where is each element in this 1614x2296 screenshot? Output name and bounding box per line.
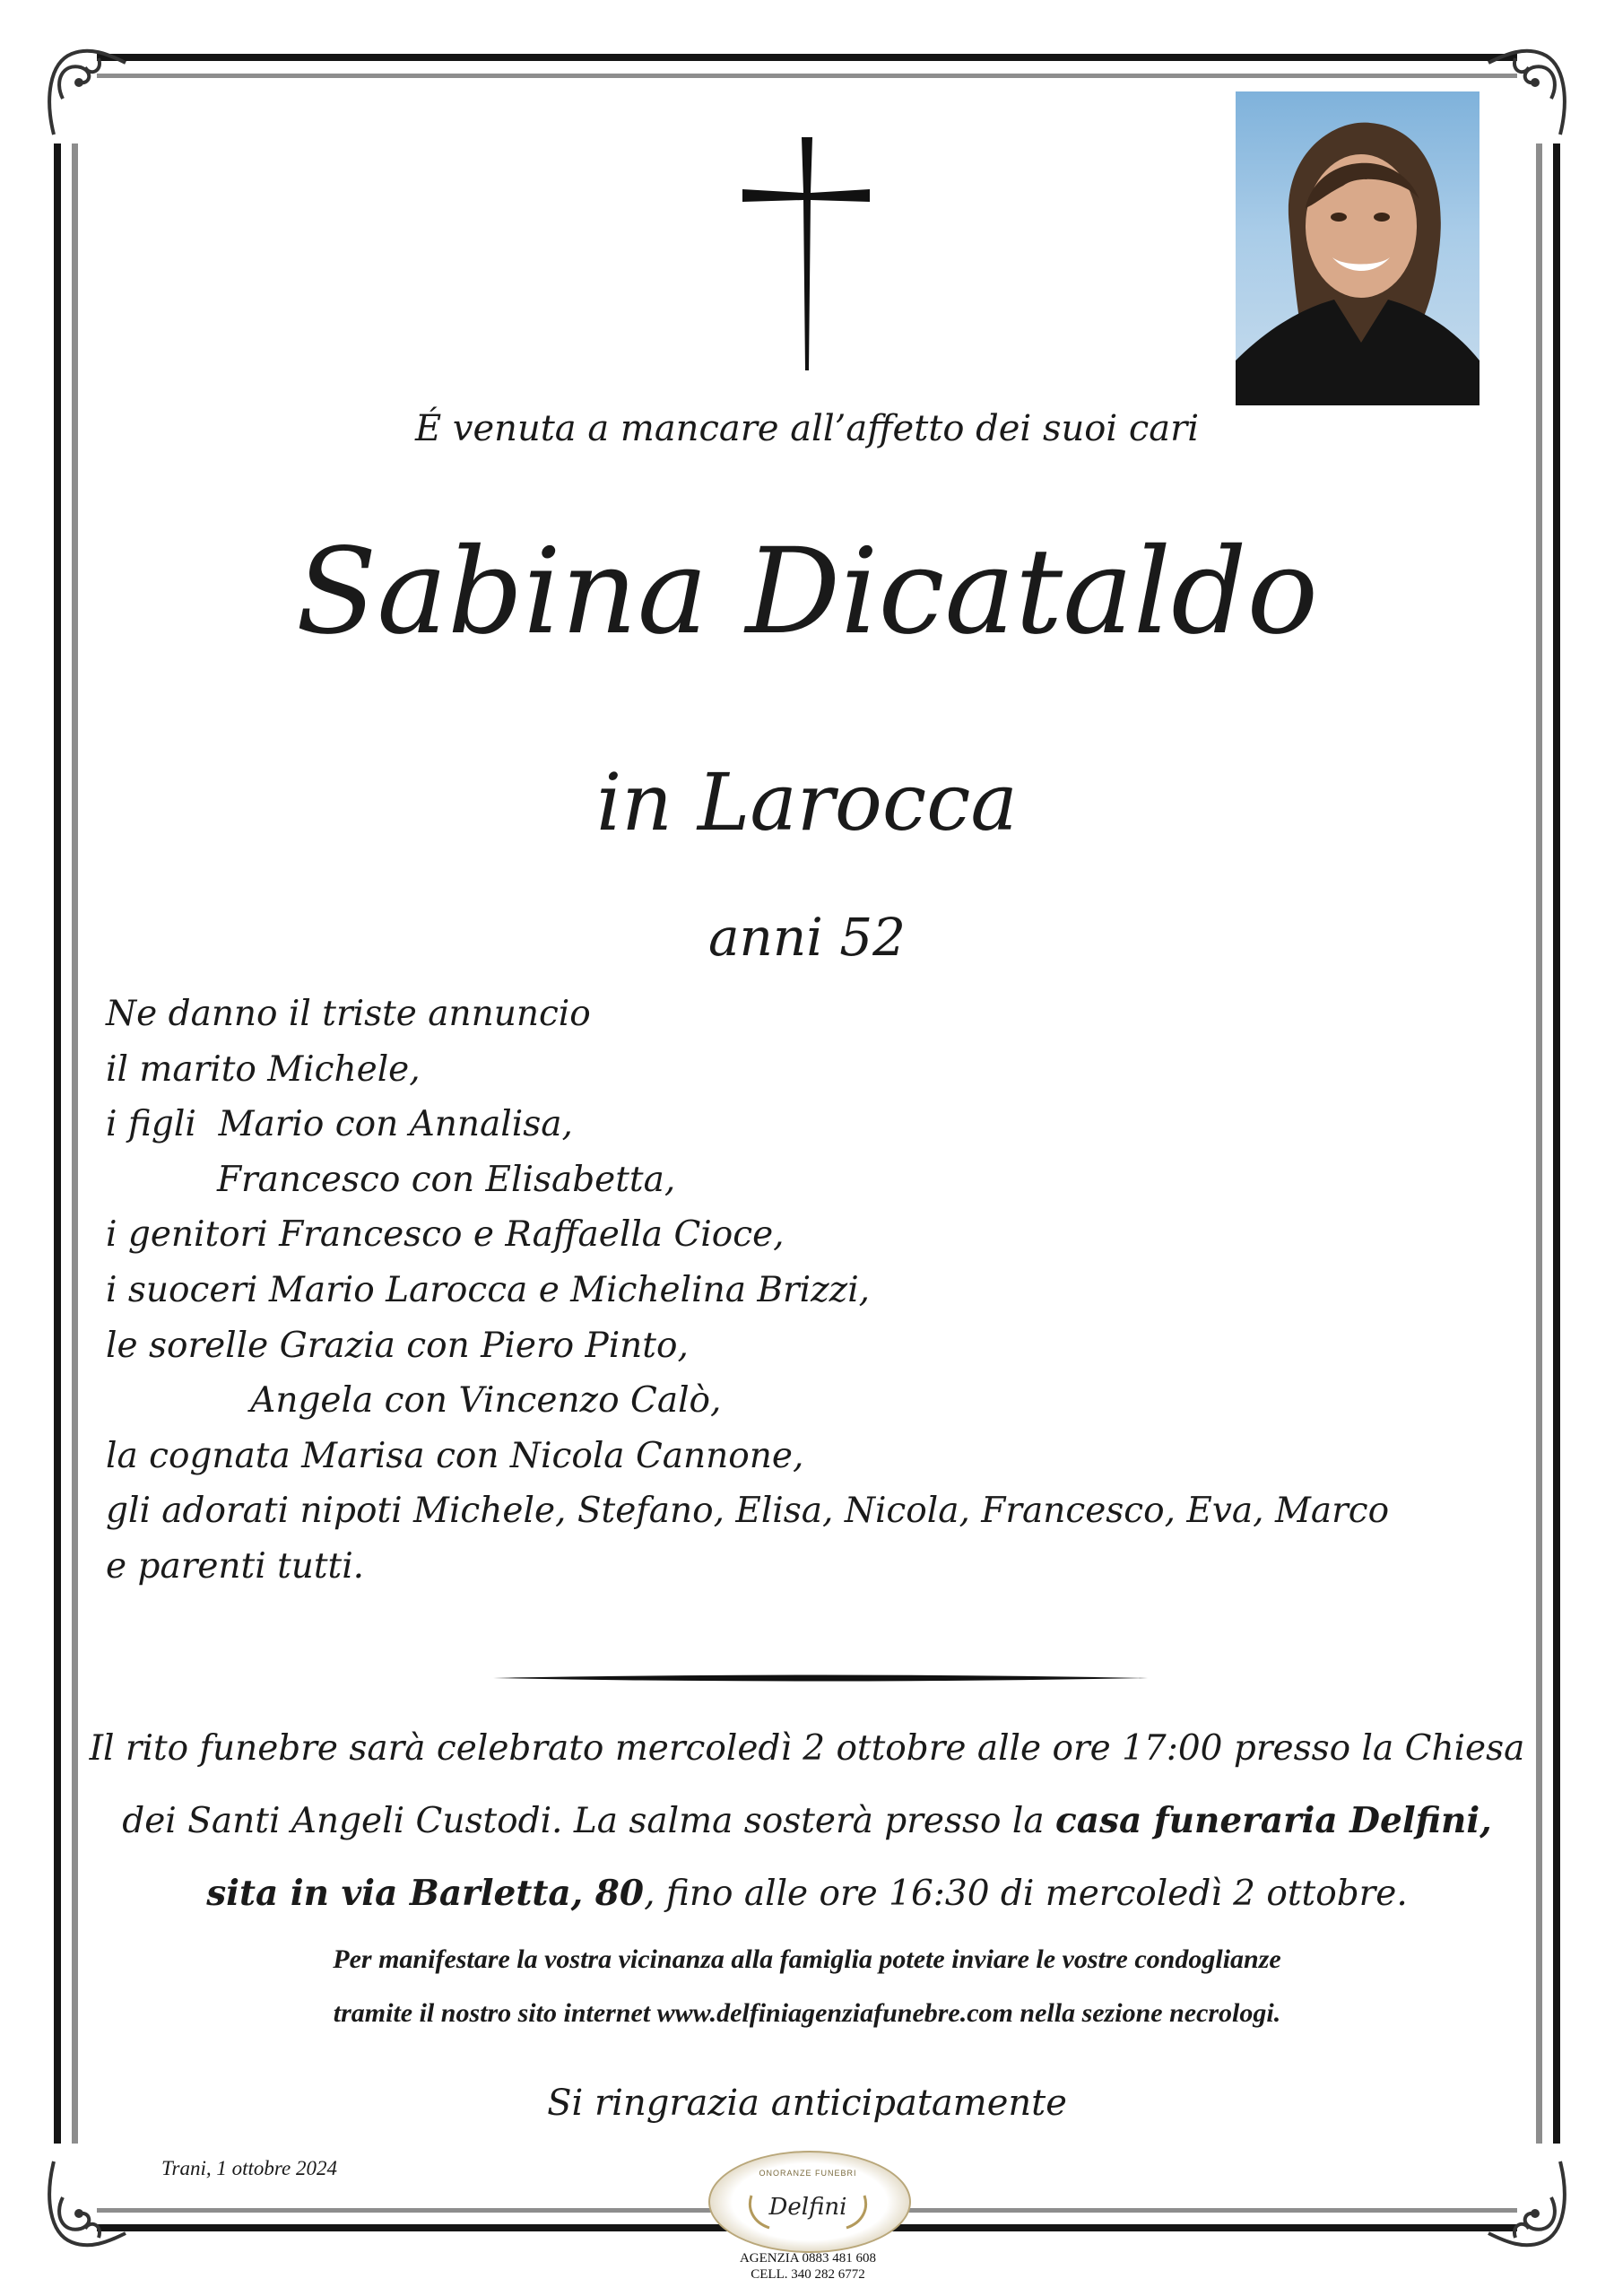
laurel-icon: [742, 2187, 873, 2231]
place-date: Trani, 1 ottobre 2024: [161, 2157, 337, 2179]
mourner-line: i figli Mario con Annalisa,: [106, 1104, 573, 1145]
bottom-left-ornament-icon: [36, 2152, 143, 2260]
rite-line-1: Il rito funebre sarà celebrato mercoledì 2 ottobre alle ore 17:00 presso la Chiesa: [89, 1728, 1525, 1769]
mourner-line: il marito Michele,: [106, 1048, 421, 1090]
top-right-ornament-icon: [1471, 36, 1578, 144]
mourner-line: la cognata Marisa con Nicola Cannone,: [106, 1435, 804, 1476]
age-text: anni 52: [707, 907, 907, 968]
mourner-line: e parenti tutti.: [106, 1545, 365, 1587]
agency-badge: [690, 2151, 925, 2287]
funeral-home-address: sita in via Barletta, 80: [206, 1873, 645, 1914]
condolences-text: [54, 1933, 1560, 2040]
intro-text: É venuta a mancare all’affetto dei suoi cari: [415, 408, 1199, 449]
rite-line-3: sita in via Barletta, 80, fino alle ore 16:30 di mercoledì 2 ottobre.: [206, 1873, 1408, 1914]
mourners-list: [106, 987, 1451, 1595]
mourner-line: Ne danno il triste annuncio: [106, 994, 591, 1034]
cross-icon: [735, 130, 879, 377]
rite-line-2: dei Santi Angeli Custodi. La salma sosterà presso la casa funeraria Delfini,: [122, 1800, 1492, 1841]
thanks-text: Si ringrazia anticipatamente: [547, 2083, 1067, 2124]
top-border-line: [97, 54, 1517, 61]
agency-name: Delfini: [768, 2194, 847, 2221]
mourner-line: i genitori Francesco e Raffaella Cioce,: [106, 1214, 785, 1256]
mourner-line: le sorelle Grazia con Piero Pinto,: [106, 1325, 689, 1366]
deceased-portrait-photo: [1236, 91, 1480, 405]
mourner-line: Francesco con Elisabetta,: [106, 1159, 676, 1200]
condolences-line-2: tramite il nostro sito internet www.delfiniagenziafunebre.com nella sezione necrologi.: [333, 1998, 1281, 2028]
top-left-ornament-icon: [36, 36, 143, 144]
funeral-rite-text: [81, 1713, 1533, 1930]
condolences-line-1: Per manifestare la vostra vicinanza alla famiglia potete inviare le vostre condoglianze: [333, 1944, 1281, 1974]
top-border-inner-line: [97, 74, 1517, 78]
deceased-name: Sabina Dicataldo: [295, 523, 1319, 661]
mourner-line: Angela con Vincenzo Calò,: [106, 1380, 722, 1422]
agency-cell: CELL. 340 282 6772: [751, 2267, 865, 2282]
mourner-line: gli adorati nipoti Michele, Stefano, Elisa, Nicola, Francesco, Eva, Marco: [106, 1491, 1390, 1532]
mourner-line: i suoceri Mario Larocca e Michelina Brizzi,: [106, 1269, 871, 1310]
separator-line: [493, 1674, 1148, 1683]
funeral-home-name: casa funeraria Delfini,: [1055, 1800, 1492, 1841]
agency-tagline: ONORANZE FUNEBRI: [759, 2169, 857, 2178]
bottom-right-ornament-icon: [1471, 2152, 1578, 2260]
agency-phone: AGENZIA 0883 481 608: [739, 2251, 877, 2266]
married-name: in Larocca: [596, 756, 1018, 848]
